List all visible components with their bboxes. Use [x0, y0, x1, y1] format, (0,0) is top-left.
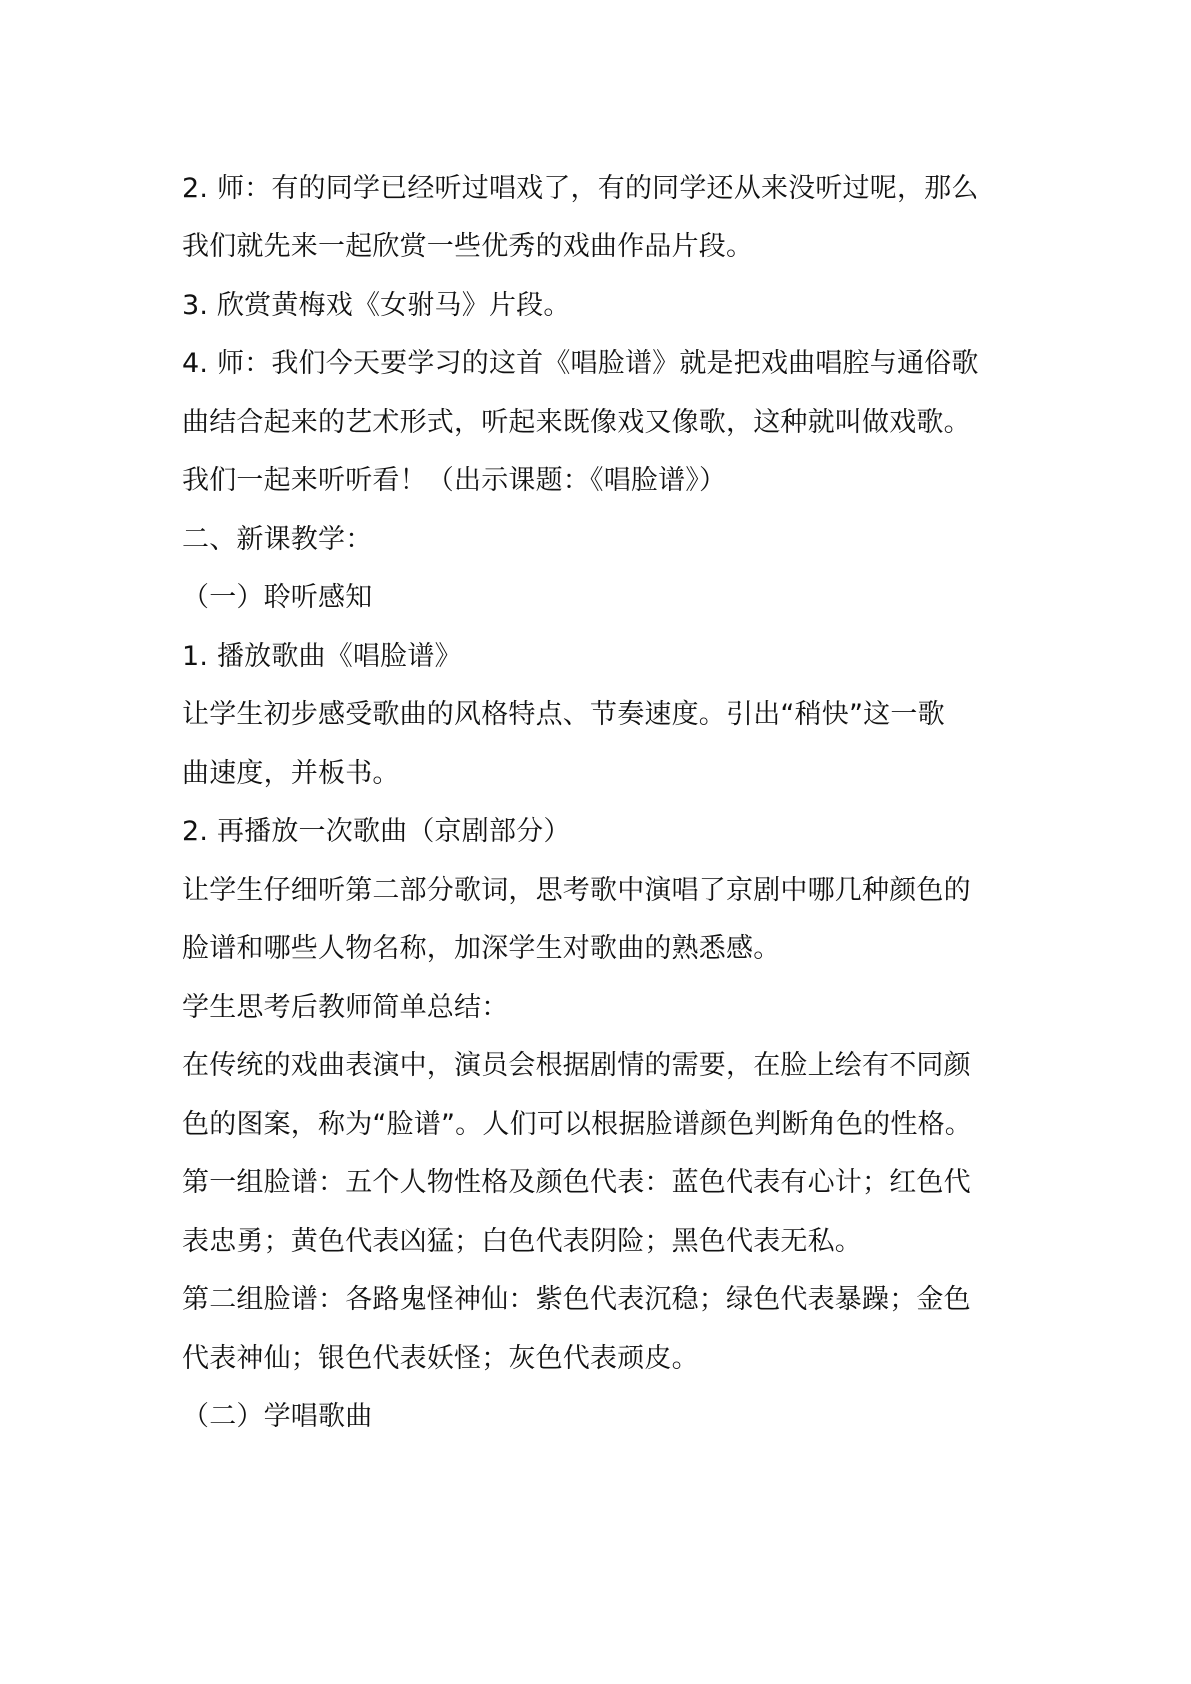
- text-line-13: 让学生仔细听第二部分歌词，思考歌中演唱了京剧中哪几种颜色的: [182, 875, 971, 906]
- text-line-12: 2. 再播放一次歌曲（京剧部分）: [182, 816, 571, 847]
- text-line-14: 脸谱和哪些人物名称，加深学生对歌曲的熟悉感。: [182, 933, 781, 964]
- section-heading-new-lesson: 二、新课教学：: [182, 524, 373, 555]
- text-line-9: 1. 播放歌曲《唱脸谱》: [182, 641, 462, 672]
- text-line-18: 第一组脸谱：五个人物性格及颜色代表：蓝色代表有心计；红色代: [182, 1167, 971, 1198]
- subsection-heading-listen: （一）聆听感知: [182, 582, 373, 613]
- text-line-1: 2. 师：有的同学已经听过唱戏了，有的同学还从来没听过呢，那么: [182, 173, 979, 204]
- text-line-10: 让学生初步感受歌曲的风格特点、节奏速度。引出“稍快”这一歌: [182, 699, 945, 730]
- text-line-3: 3. 欣赏黄梅戏《女驸马》片段。: [182, 290, 571, 321]
- text-line-19: 表忠勇；黄色代表凶猛；白色代表阴险；黑色代表无私。: [182, 1226, 862, 1257]
- text-line-17: 色的图案，称为“脸谱”。人们可以根据脸谱颜色判断角色的性格。: [182, 1109, 972, 1140]
- text-line-2: 我们就先来一起欣赏一些优秀的戏曲作品片段。: [182, 231, 754, 262]
- text-line-5: 曲结合起来的艺术形式，听起来既像戏又像歌，这种就叫做戏歌。: [182, 407, 971, 438]
- text-line-21: 代表神仙；银色代表妖怪；灰色代表顽皮。: [182, 1343, 699, 1374]
- subsection-heading-learn-song: （二）学唱歌曲: [182, 1401, 373, 1432]
- text-line-11: 曲速度，并板书。: [182, 758, 400, 789]
- text-line-6: 我们一起来听听看！（出示课题：《唱脸谱》）: [182, 465, 727, 496]
- text-line-4: 4. 师：我们今天要学习的这首《唱脸谱》就是把戏曲唱腔与通俗歌: [182, 348, 979, 379]
- text-line-20: 第二组脸谱：各路鬼怪神仙：紫色代表沉稳；绿色代表暴躁；金色: [182, 1284, 971, 1315]
- text-line-16: 在传统的戏曲表演中，演员会根据剧情的需要，在脸上绘有不同颜: [182, 1050, 971, 1081]
- text-line-15: 学生思考后教师简单总结：: [182, 992, 509, 1023]
